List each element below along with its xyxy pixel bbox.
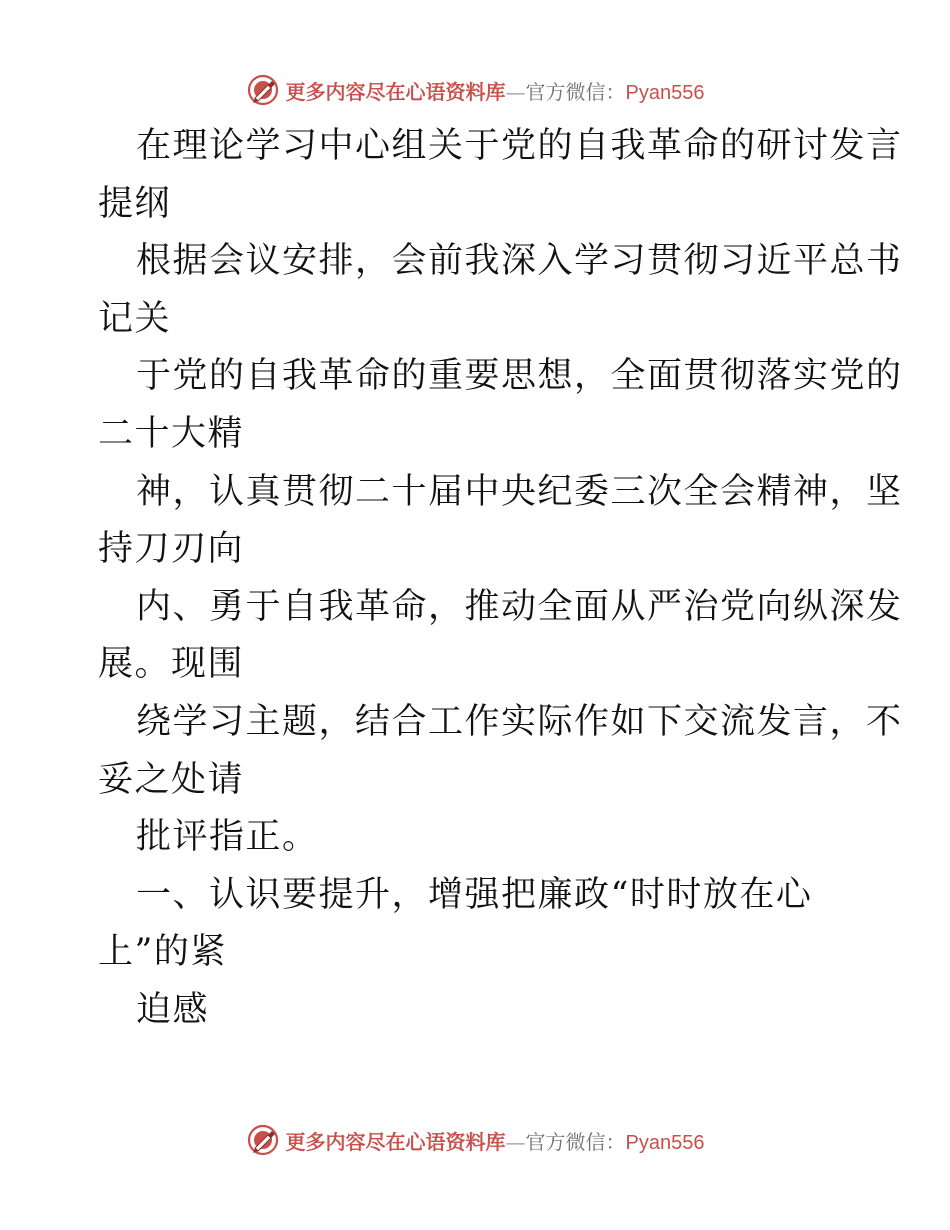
text-line: 妥之处请 xyxy=(98,759,245,800)
text-line: 上”的紧 xyxy=(98,932,227,973)
pen-logo-icon xyxy=(246,1123,280,1157)
text-line: 展。现围 xyxy=(98,644,245,685)
footer-banner-inner xyxy=(246,1123,705,1157)
text-line: 于党的自我革命的重要思想，全面贯彻落实党的 xyxy=(136,356,903,397)
text-line: 提纲 xyxy=(98,183,172,224)
header-dash: — xyxy=(505,79,526,104)
footer-site-name: 更多内容尽在心语资料库 xyxy=(285,1129,506,1154)
text-line: 二十大精 xyxy=(98,413,245,454)
text-line: 根据会议安排，会前我深入学习贯彻习近平总书 xyxy=(136,241,903,282)
header-wechat-label: 官方微信： xyxy=(525,79,626,104)
pen-logo-icon xyxy=(246,73,280,107)
footer-banner-text xyxy=(286,1126,705,1155)
text-line: 持刀刃向 xyxy=(98,529,245,570)
text-line: 神，认真贯彻二十届中央纪委三次全会精神，坚 xyxy=(136,471,903,512)
footer-wechat-id: Pyan556 xyxy=(625,1131,705,1154)
footer-wechat-label: 官方微信： xyxy=(525,1129,626,1154)
text-line: 绕学习主题，结合工作实际作如下交流发言，不 xyxy=(136,701,903,742)
footer-banner xyxy=(0,1120,950,1160)
header-wechat-id: Pyan556 xyxy=(625,81,705,104)
text-line: 批评指正。 xyxy=(136,817,319,858)
document-body xyxy=(98,118,903,1040)
text-line: 在理论学习中心组关于党的自我革命的研讨发言 xyxy=(136,126,903,166)
header-banner-inner xyxy=(246,73,705,107)
text-line: 迫感 xyxy=(136,989,210,1030)
header-banner xyxy=(0,70,950,110)
text-line: 记关 xyxy=(98,298,172,339)
header-site-name: 更多内容尽在心语资料库 xyxy=(285,79,506,104)
text-line: 内、勇于自我革命，推动全面从严治党向纵深发 xyxy=(136,586,903,627)
header-banner-text xyxy=(286,76,705,105)
footer-dash: — xyxy=(505,1129,526,1154)
text-line: 一、认识要提升，增强把廉政“时时放在心 xyxy=(136,874,813,915)
